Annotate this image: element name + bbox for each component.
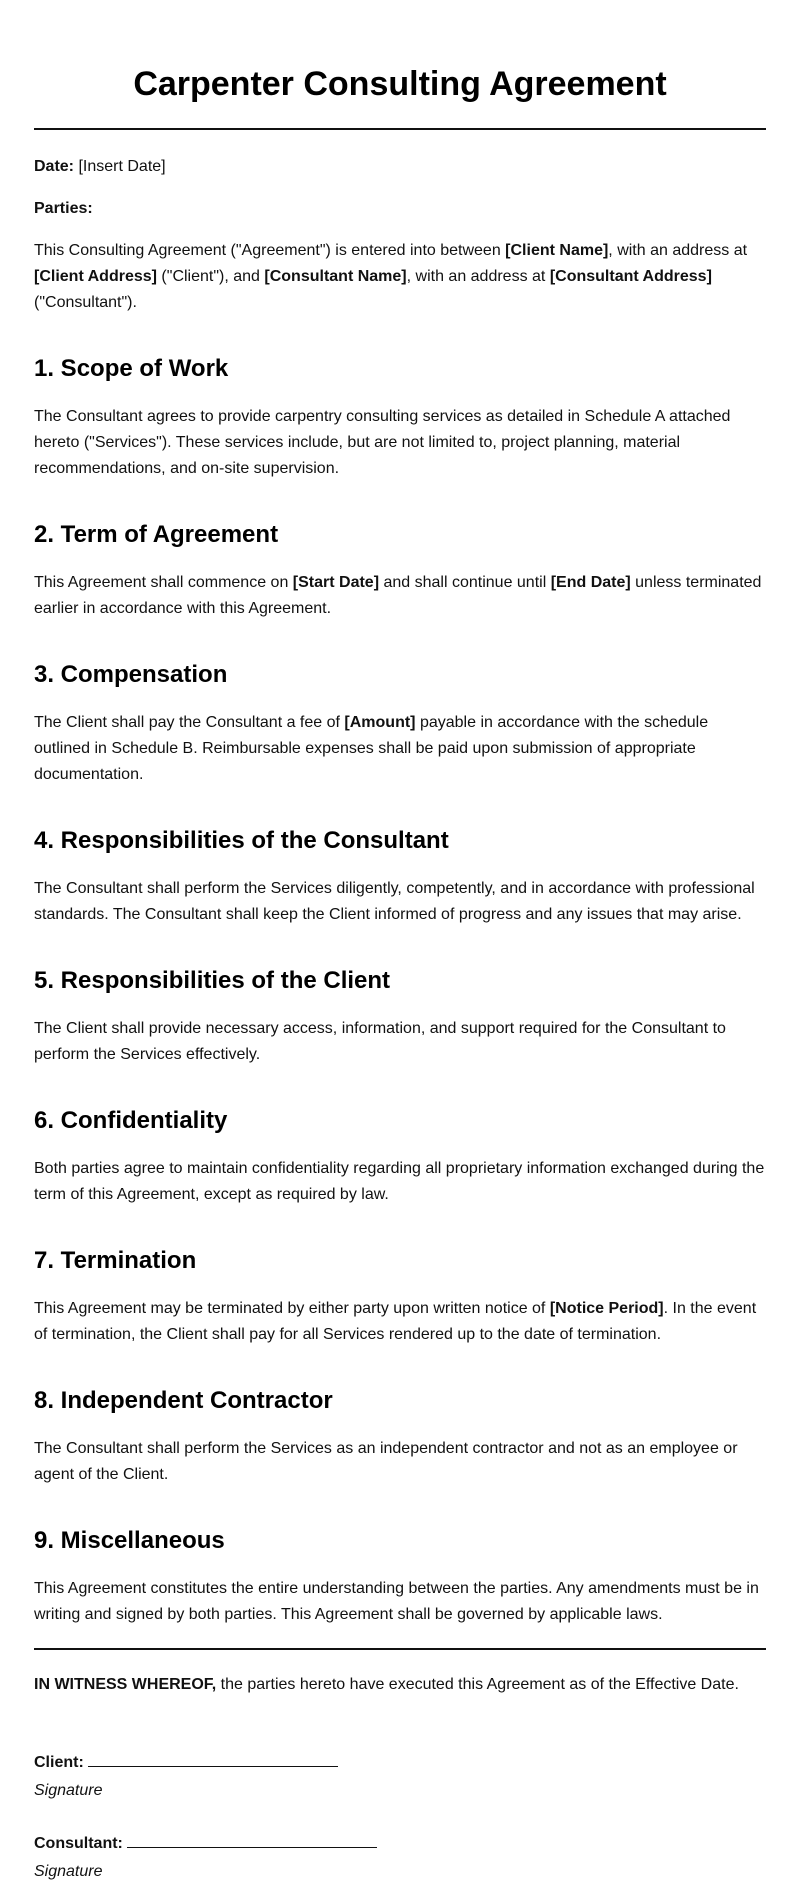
end-date-placeholder: [End Date] — [550, 574, 631, 591]
client-signature-label: Client: — [34, 1754, 84, 1771]
witness-statement — [34, 1672, 766, 1698]
section-heading: 3. Compensation — [34, 661, 228, 688]
section-text: This Agreement may be terminated by either party upon written notice of — [34, 1300, 550, 1317]
intro-text: , with an address at — [608, 242, 748, 259]
section-body: The Client shall provide necessary access, information, and support required for the Consultant to perform the Services effectively. — [34, 1020, 726, 1063]
parties-label-text: Parties: — [34, 200, 93, 217]
section-body: Both parties agree to maintain confidentiality regarding all proprietary information exchanged during the term of this Agreement, except as required by law. — [34, 1160, 765, 1203]
intro-text: , with an address at — [406, 268, 550, 285]
consultant-signature-line — [34, 1829, 766, 1856]
section-heading: 2. Term of Agreement — [34, 521, 279, 548]
section-heading: 9. Miscellaneous — [34, 1527, 225, 1554]
client-signature-caption: Signature — [34, 1782, 103, 1799]
section-confidentiality — [34, 1106, 766, 1208]
consultant-address-placeholder: [Consultant Address] — [549, 268, 712, 285]
intro-text: This Consulting Agreement ("Agreement") is entered into between — [34, 242, 506, 259]
section-text: The Client shall pay the Consultant a fee of — [34, 714, 345, 731]
section-term-of-agreement — [34, 520, 766, 622]
section-text: unless terminated earlier in accordance with this Agreement. — [34, 574, 762, 617]
section-heading: 5. Responsibilities of the Client — [34, 967, 391, 994]
consultant-signature-field[interactable] — [127, 1829, 377, 1848]
section-scope-of-work — [34, 354, 766, 482]
section-consultant-responsibilities — [34, 826, 766, 928]
consultant-signature-caption: Signature — [34, 1863, 103, 1880]
section-heading: 6. Confidentiality — [34, 1107, 228, 1134]
section-body: The Consultant agrees to provide carpentry consulting services as detailed in Schedule A attached hereto ("Services"). These services include, but are not limited to, project planning, material recommendations, and on-site supervision. — [34, 408, 731, 477]
client-signature-line — [34, 1748, 766, 1775]
section-client-responsibilities — [34, 966, 766, 1068]
intro-paragraph — [34, 238, 766, 316]
parties-label — [34, 196, 766, 222]
consultant-name-placeholder: [Consultant Name] — [264, 268, 407, 285]
client-address-placeholder: [Client Address] — [34, 268, 157, 285]
date-line — [34, 154, 766, 180]
client-signature-field[interactable] — [88, 1748, 338, 1767]
section-termination — [34, 1246, 766, 1348]
witness-bold: IN WITNESS WHEREOF, — [34, 1676, 217, 1693]
client-name-placeholder: [Client Name] — [505, 242, 609, 259]
client-signature-block — [34, 1748, 766, 1803]
document-title: Carpenter Consulting Agreement — [133, 65, 667, 103]
section-compensation — [34, 660, 766, 788]
start-date-placeholder: [Start Date] — [292, 574, 380, 591]
date-value: [Insert Date] — [74, 158, 166, 175]
section-text: . In the event of termination, the Client shall pay for all Services rendered up to the date of termination. — [34, 1300, 757, 1343]
section-independent-contractor — [34, 1386, 766, 1488]
notice-period-placeholder: [Notice Period] — [549, 1300, 664, 1317]
section-body — [34, 710, 766, 788]
top-divider — [34, 128, 766, 130]
bottom-divider — [34, 1648, 766, 1650]
section-body: This Agreement constitutes the entire understanding between the parties. Any amendments must be in writing and signed by both parties. This Agreement shall be governed by applicable laws. — [34, 1580, 759, 1623]
section-body: The Consultant shall perform the Services diligently, competently, and in accordance with professional standards. The Consultant shall keep the Client informed of progress and any issues that may arise. — [34, 880, 755, 923]
section-miscellaneous — [34, 1526, 766, 1628]
section-text: and shall continue until — [379, 574, 551, 591]
section-body — [34, 1296, 766, 1348]
amount-placeholder: [Amount] — [344, 714, 416, 731]
section-text: payable in accordance with the schedule outlined in Schedule B. Reimbursable expenses shall be paid upon submission of appropriate documentation. — [34, 714, 709, 783]
consultant-signature-block — [34, 1829, 766, 1884]
consultant-signature-label: Consultant: — [34, 1835, 123, 1852]
section-body: The Consultant shall perform the Services as an independent contractor and not as an employee or agent of the Client. — [34, 1440, 738, 1483]
section-heading: 7. Termination — [34, 1247, 197, 1274]
witness-text: the parties hereto have executed this Agreement as of the Effective Date. — [216, 1676, 739, 1693]
section-body — [34, 570, 766, 622]
section-text: This Agreement shall commence on — [34, 574, 293, 591]
date-label: Date: — [34, 158, 75, 175]
intro-text: ("Consultant"). — [34, 294, 137, 311]
section-heading: 4. Responsibilities of the Consultant — [34, 827, 449, 854]
section-heading: 8. Independent Contractor — [34, 1387, 333, 1414]
section-heading: 1. Scope of Work — [34, 355, 229, 382]
intro-text: ("Client"), and — [156, 268, 265, 285]
